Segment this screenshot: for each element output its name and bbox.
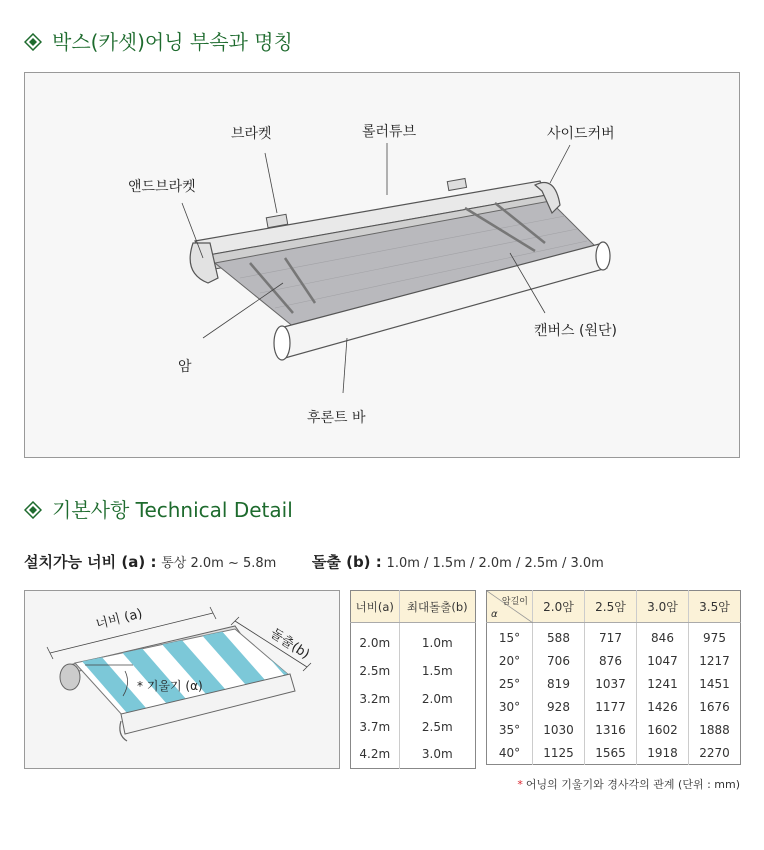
label-roller-tube: 롤러튜브 xyxy=(362,124,417,140)
table-row xyxy=(351,713,476,741)
cell: 3.0m xyxy=(399,741,475,769)
cell: 20° xyxy=(498,654,521,668)
cell: 1217 xyxy=(689,650,741,673)
table-row xyxy=(487,719,741,742)
width-label: 설치가능 너비 (a) : xyxy=(24,553,157,571)
cell: 4.2m xyxy=(359,747,391,762)
cell: 2.5m xyxy=(399,713,475,741)
table-row xyxy=(487,650,741,673)
cell: 1918 xyxy=(637,742,689,765)
arm-length-angle-table xyxy=(486,590,741,765)
section-title-technical xyxy=(24,494,293,523)
header-arm-2-0: 2.0암 xyxy=(533,591,585,623)
illus-tilt-label: * 기울기 (α) xyxy=(137,679,203,693)
table-row xyxy=(487,696,741,719)
section-title-text: 기본사항 Technical Detail xyxy=(52,498,293,522)
header-arm-3-5: 3.5암 xyxy=(689,591,741,623)
corner-alpha: α xyxy=(491,609,498,620)
cell: 2.5m xyxy=(359,663,391,678)
note-text: 어닝의 기울기와 경사각의 관계 (단위 : mm) xyxy=(525,778,740,791)
cell: 30° xyxy=(498,700,521,714)
illus-width-label: 너비 (a) xyxy=(94,606,144,633)
spec-line xyxy=(24,551,604,572)
footnote xyxy=(517,776,740,792)
corner-arm-length: 암길이 xyxy=(501,597,528,607)
diamond-bullet-icon xyxy=(24,500,42,518)
projection-label: 돌출 (b) : xyxy=(311,553,382,571)
table-row xyxy=(487,742,741,765)
cell: 3.7m xyxy=(359,719,391,734)
cell: 1426 xyxy=(637,696,689,719)
cell: 846 xyxy=(637,623,689,650)
cell: 2.0m xyxy=(399,685,475,713)
awning-parts-diagram xyxy=(24,72,740,458)
table-row xyxy=(487,623,741,650)
cell: 1316 xyxy=(585,719,637,742)
cell: 1451 xyxy=(689,673,741,696)
header-arm-3-0: 3.0암 xyxy=(637,591,689,623)
width-projection-table xyxy=(350,590,476,769)
cell: 25° xyxy=(498,677,521,691)
cell: 1047 xyxy=(637,650,689,673)
label-end-bracket: 앤드브라켓 xyxy=(128,179,196,195)
cell: 15° xyxy=(498,631,521,646)
note-star-icon: * xyxy=(517,778,523,791)
cell: 588 xyxy=(533,623,585,650)
projection-value: 1.0m / 1.5m / 2.0m / 2.5m / 3.0m xyxy=(386,556,604,571)
table-row xyxy=(351,741,476,769)
cell: 706 xyxy=(533,650,585,673)
cell: 1241 xyxy=(637,673,689,696)
cell: 2270 xyxy=(689,742,741,765)
diamond-bullet-icon xyxy=(24,32,42,50)
cell: 1030 xyxy=(533,719,585,742)
section-title-parts xyxy=(24,26,293,55)
corner-header xyxy=(487,591,533,623)
cell: 876 xyxy=(585,650,637,673)
cell: 1565 xyxy=(585,742,637,765)
cell: 1.5m xyxy=(399,657,475,685)
label-side-cover: 사이드커버 xyxy=(547,126,615,142)
header-width: 너비(a) xyxy=(351,591,400,623)
table-header-row xyxy=(487,591,741,623)
table-header-row xyxy=(351,591,476,623)
label-arm: 암 xyxy=(178,359,192,375)
cell: 1888 xyxy=(689,719,741,742)
label-front-bar: 후론트 바 xyxy=(307,410,366,426)
cell: 717 xyxy=(585,623,637,650)
cell: 3.2m xyxy=(359,691,391,706)
cell: 1037 xyxy=(585,673,637,696)
cell: 1676 xyxy=(689,696,741,719)
cell: 1177 xyxy=(585,696,637,719)
header-arm-2-5: 2.5암 xyxy=(585,591,637,623)
awning-dimension-illustration xyxy=(24,590,340,769)
table-row xyxy=(351,623,476,657)
cell: 2.0m xyxy=(359,635,391,650)
width-value: 통상 2.0m ~ 5.8m xyxy=(161,556,277,571)
label-bracket: 브라켓 xyxy=(231,126,272,142)
header-max-projection: 최대돌출(b) xyxy=(399,591,475,623)
table-row xyxy=(487,673,741,696)
table-row xyxy=(351,657,476,685)
illus-projection-label: 돌출(b) xyxy=(267,626,313,663)
label-canvas: 캔버스 (원단) xyxy=(534,323,617,339)
cell: 928 xyxy=(533,696,585,719)
table-row xyxy=(351,685,476,713)
cell: 819 xyxy=(533,673,585,696)
cell: 975 xyxy=(689,623,741,650)
section-title-text: 박스(카셋)어닝 부속과 명칭 xyxy=(52,30,293,54)
cell: 1.0m xyxy=(399,623,475,657)
cell: 1125 xyxy=(533,742,585,765)
cell: 1602 xyxy=(637,719,689,742)
cell: 40° xyxy=(498,745,521,760)
cell: 35° xyxy=(498,723,521,737)
